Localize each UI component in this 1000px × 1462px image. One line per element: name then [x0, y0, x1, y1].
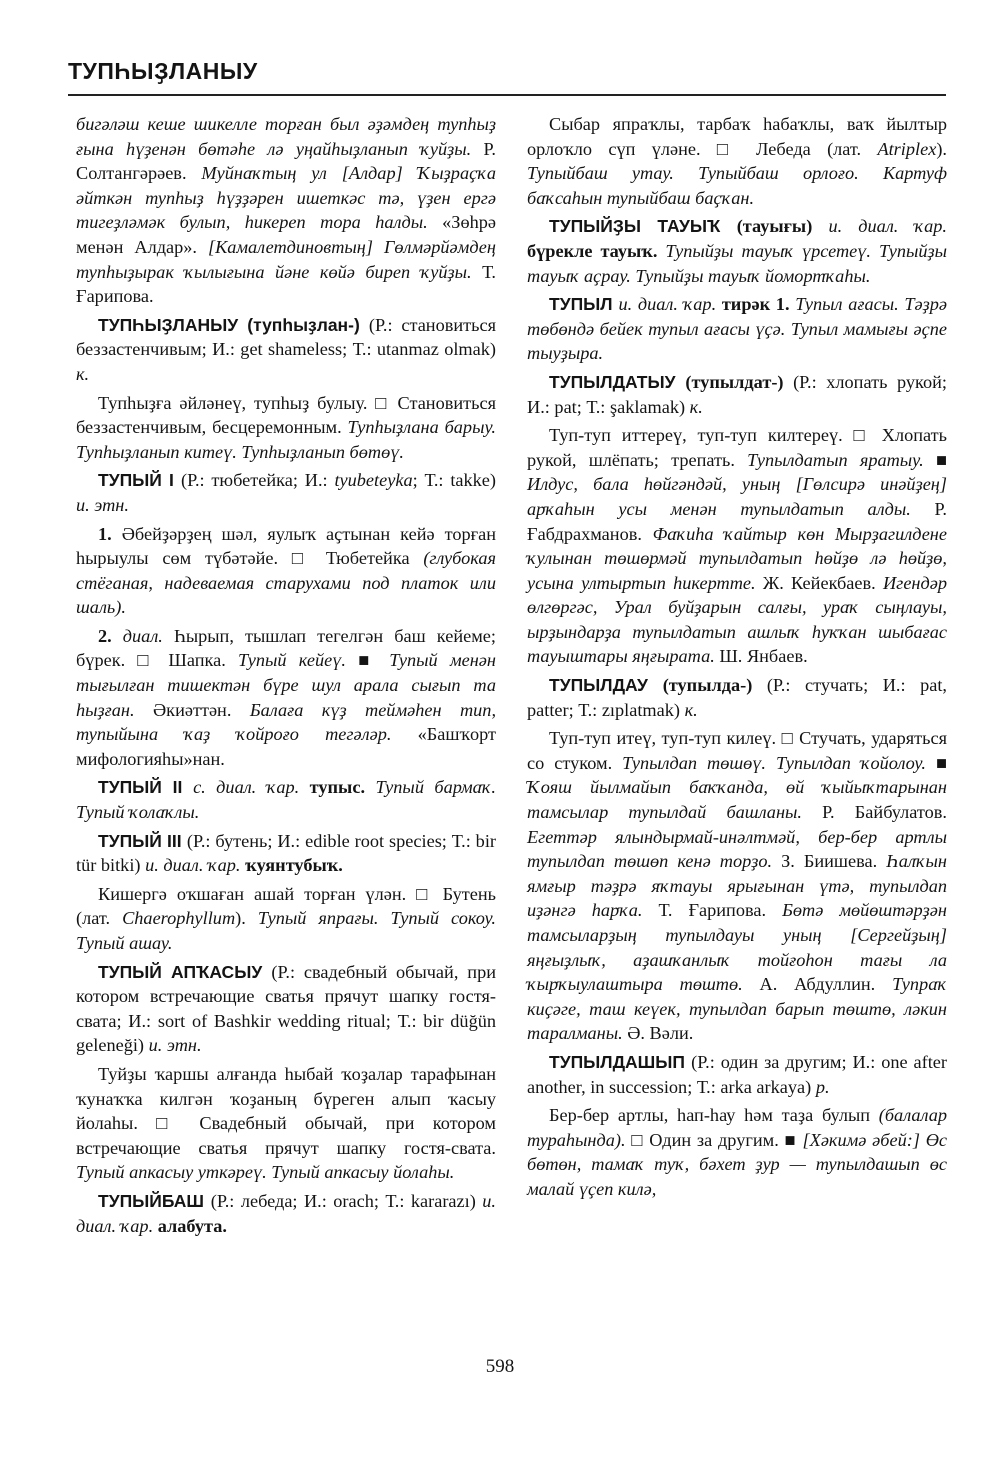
bold-text: алабута. — [157, 1215, 227, 1236]
text: Ш. Янбаев. — [719, 646, 808, 667]
italic-text: Тупыйбаш утау. Тупыйбаш орлоғо. Картуф баҡсаһын тупыйбаш баҫҡан. — [527, 163, 947, 208]
text: □ Один за другим. ■ — [631, 1129, 803, 1150]
italic-text: с. диал. ҡар. — [193, 777, 310, 798]
italic-text: Тупый япрағы. Тупый сокоу. Тупый ашау. — [76, 908, 497, 953]
entry-paragraph — [527, 726, 947, 1046]
dictionary-entry — [527, 214, 947, 288]
bold-text: ҡуянтубыҡ. — [245, 855, 343, 876]
italic-text: Chaerophyllum — [122, 908, 236, 929]
headword: ТУПЫЙ III — [98, 830, 187, 851]
text: Ж. Кейекбаев. — [762, 572, 883, 593]
text: Туп-туп иттереү, туп-туп килтереү. □ Хлопать рукой, шлёпать; трепать. — [527, 425, 947, 470]
text: З. Биишева. — [781, 851, 887, 872]
italic-text: Тупый апкасыу уткәреү. Тупый апкасыу йолаһы. — [76, 1162, 455, 1183]
entry-paragraph — [527, 1103, 947, 1201]
entry-paragraph — [76, 882, 496, 956]
entry-paragraph — [527, 112, 947, 210]
text: ; Т.: takke) — [412, 470, 497, 491]
italic-text: [Камалетдиновтың] Гөлмәрйәмдең тупһыҙырак ҡылығына йәне көйә биреп ҡуйҙы. — [76, 236, 496, 282]
italic-text: Һалҡын ямғыр тәҙрә яҡтауы ярығынан үтә, тупылдап иҙәнгә һарҡа. — [527, 851, 947, 921]
text: ■ — [935, 752, 947, 773]
italic-text: и. этн. — [76, 494, 129, 515]
italic-text: диал. — [122, 625, 174, 646]
italic-text: бигәләш кеше шикелле торған был әҙәмдең тупһыҙ ғына һүҙенән бөтәһе лә уңайһыҙланып ҡуйҙы. — [76, 114, 496, 159]
headword: ТУПЫЙ АПҠАСЫУ — [98, 961, 272, 982]
dictionary-entry — [76, 775, 496, 824]
italic-text: Ҡояш йылмайып баҡҡанда, өй ҡыйыҡтарынан тамсылар тупылдай башланы. — [527, 777, 947, 823]
text: (Р.: свадебный обычай, при котором встречающие сватья прячут шапку гостя-свата; И.: sort of Bashkir wedding ritual; Т.: bir düğün geleneği) — [76, 961, 496, 1056]
text: Ә. Вәли. — [627, 1023, 694, 1044]
text: ). — [936, 138, 947, 159]
headword: ТУПЫЛ — [549, 294, 619, 315]
headword: ТУПЫЙ II — [98, 777, 194, 798]
text: (Р.: стучать; И.: pat, patter; Т.: zıplatmak) — [527, 675, 947, 720]
text: Т. Ғарипова. — [76, 261, 496, 307]
italic-text: Тупыл ағасы. Тәҙрә төбөндә бейек тупыл ағасы үҫә. Тупыл мамығы әҫпе тыуҙыра. — [527, 294, 947, 364]
italic-text: Тупый менән тығылған тишектән бүре шул арала сығып та һыҙған. — [76, 650, 496, 720]
text: Бер-бер артлы, һап-һау һәм таҙа булып — [549, 1105, 879, 1126]
italic-text: (балалар тураһында). — [527, 1105, 947, 1150]
text: Р. Солтангәрәев. — [76, 138, 496, 184]
italic-text: Atriplex — [877, 138, 937, 159]
running-head: ТУПҺЫҘЛАНЫУ — [68, 58, 258, 84]
headword: ТУПҺЫҘЛАНЫУ (тупһыҙлан-) — [98, 314, 369, 335]
entry-paragraph — [76, 112, 496, 309]
bold-text: тирәк 1. — [721, 294, 796, 315]
dictionary-entry — [527, 673, 947, 722]
dictionary-entry — [527, 292, 947, 366]
italic-text: Тупһыҙлана барыу. Тупһыҙланып китеү. Тупһыҙланып бөтөү. — [76, 417, 496, 462]
italic-text: к. — [76, 363, 90, 384]
italic-text: и. диал. ҡар. — [76, 1190, 496, 1236]
italic-text: Тупыйҙы тауыҡ үрсетеү. Тупыйҙы тауыҡ аҫрау. Тупыйҙы тауыҡ йомортҡаһы. — [527, 240, 948, 286]
italic-text: к. — [689, 396, 703, 417]
italic-text: Балаға күҙ теймәһен тип, тупыйына ҡаҙ ҡойроғо тегәләр. — [76, 699, 497, 745]
text: (Р.: становиться беззастенчивым; И.: get shameless; Т.: utanmaz olmak) — [76, 314, 496, 360]
italic-text: р. — [815, 1076, 830, 1097]
headword: ТУПЫЙБАШ — [98, 1190, 211, 1211]
text: Һырып, тышлап тегелгән баш кейеме; бүрек. □ Шапка. — [76, 625, 496, 671]
bold-text: 2. — [98, 625, 123, 646]
italic-text: Фаҡиһа ҡайтыр көн Мырҙагилдене ҡулынан төшөрмәй тупылдатып һөйҙө лә һөйҙө, усына ултыртып һикертте. — [527, 523, 947, 593]
italic-text: (глубокая стёганая, надеваемая старухами под платок или шаль). — [76, 548, 496, 618]
header-rule — [68, 94, 946, 96]
text: «Зөһрә менән Алдар». — [76, 212, 496, 257]
text: Туп-туп итеү, туп-туп килеү. □ Стучать, ударяться со стуком. — [527, 728, 947, 773]
entry-paragraph — [76, 624, 496, 772]
headword: ТУПЫЛДАТЫУ — [549, 371, 686, 392]
entry-paragraph — [76, 391, 496, 465]
dictionary-entry — [527, 370, 947, 419]
entry-paragraph — [76, 522, 496, 620]
text: ). — [235, 908, 258, 929]
bold-text: тупыс. — [309, 777, 376, 798]
headword: ТУПЫЛДАУ — [549, 675, 663, 696]
page-number: 598 — [485, 1356, 515, 1377]
left-column — [76, 112, 496, 1242]
italic-text: Егеттәр ялындырмай-инәлтмәй, бер-бер артлы тупылдап төшөп кенә торҙо. — [527, 826, 947, 872]
text: (Р.: хлопать рукой; И.: pat; Т.: şaklamak) — [527, 371, 948, 417]
text: (Р.: лебеда; И.: orach; Т.: kararazı) — [210, 1190, 483, 1211]
italic-text: Тупый бармаҡ. Тупый ҡолаҡлы. — [76, 777, 496, 823]
italic-text: и. этн. — [148, 1035, 202, 1056]
dictionary-entry — [527, 1050, 947, 1099]
entry-paragraph — [76, 1062, 496, 1185]
italic-text: Бөтә мөйөштәрҙән тамсыларҙың тупылдауы уның [Сергейҙың] яңғыҙлыҡ, аҙашҡанлыҡ тойғоһон тағы ла ҡырҡыулаштыра төштө. — [527, 900, 947, 995]
headword: ТУПЫЙҘЫ ТАУЫҠ — [549, 216, 737, 237]
dictionary-entry — [76, 960, 496, 1058]
italic-text: Илдус, бала һөйгәндәй, уның [Гөлсирә инәйҙең] арҡаһын усы менән тупылдатып алды. — [527, 474, 947, 519]
italic-text: Игендәр өлгөргәс, Урал буйҙарын салғы, ураҡ сыңлауы, ырҙындарҙа тупылдатып ашлыҡ һуҡҡан шыбағас тауыштары яңғырата. — [527, 572, 948, 667]
text: Тупһыҙға әйләнеү, тупһыҙ булыу. □ Становиться беззастенчивым, бесцеремонным. — [76, 392, 496, 438]
text: Әбейҙәрҙең шәл, яулыҡ аҫтынан кейә торған һырыулы сөм түбәтәйе. □ Тюбетейка — [76, 523, 497, 569]
bold-text: (тупылда-) — [662, 675, 767, 696]
text: А. Абдуллин. — [759, 974, 893, 995]
italic-text: Тупраҡ киҫәге, таш кеүек, тупылдап барып төштө, ләкин таралманы. — [527, 974, 947, 1044]
bold-text: (тупылдат-) — [685, 371, 794, 392]
italic-text: [Хәкимә әбей:] Өс бөтөн, тамаҡ туҡ, бәхет ҙур — тупылдашып өс малай үҫеп килә, — [527, 1129, 948, 1199]
headword: ТУПЫЙ I — [98, 470, 181, 491]
text: Әкиәттән. — [152, 699, 250, 720]
text: ■ — [935, 449, 948, 470]
text: Р. Ғабдрахманов. — [527, 498, 947, 544]
italic-text: и. диал. ҡар. — [618, 294, 722, 315]
bold-text: 1. — [98, 523, 122, 544]
text: «Башҡорт мифологияһы»нан. — [76, 724, 496, 769]
dictionary-entry — [76, 1189, 496, 1238]
text: (Р.: тюбетейка; И.: — [180, 470, 335, 491]
text: Р. Байбулатов. — [822, 802, 947, 823]
italic-text: Тупый кейеү. — [238, 650, 359, 671]
text: Сыбар япраҡлы, тарбаҡ һабаҡлы, ваҡ йылтыр орлоҡло сүп үләне. □ Лебеда (лат. — [527, 114, 947, 159]
dictionary-entry — [76, 468, 496, 517]
italic-text: tyubeteyka — [334, 470, 413, 491]
italic-text: и. диал. ҡар. — [145, 855, 246, 876]
headword: ТУПЫЛДАШЫП — [549, 1051, 692, 1072]
text: (Р.: бутень; И.: edible root species; Т.: bir tür bitki) — [76, 830, 496, 876]
italic-text: и. диал. ҡар. — [828, 216, 947, 237]
italic-text: Тупылдап төшөү. Тупылдап ҡойолоу. — [622, 752, 936, 773]
bold-text: бүрекле тауыҡ. — [527, 240, 666, 261]
text: Т. Ғарипова. — [658, 900, 783, 921]
bold-text: (тауығы) — [736, 216, 829, 237]
dictionary-entry — [76, 313, 496, 387]
dictionary-entry — [76, 829, 496, 878]
text: Кишергә оҡшаған ашай торған үлән. □ Бутень (лат. — [76, 883, 496, 929]
italic-text: Муйнаҡтың ул [Алдар] Ҡыҙраҫҡа әйткән тупһыҙ һүҙҙәрен ишеткәс тә, үҙен ергә тигеҙләмәк булып, һикереп тора һалды. — [76, 163, 496, 233]
italic-text: к. — [684, 699, 698, 720]
entry-paragraph — [527, 423, 947, 669]
italic-text: Тупылдатып яратыу. — [747, 449, 936, 470]
text: (Р.: один за другим; И.: one after another, in succession; Т.: arka arkaya) — [527, 1051, 947, 1097]
text: Туйҙы ҡаршы алғанда һыбай ҡоҙалар тарафынан ҡунаҡҡа килгән ҡоҙаның бүреген алып ҡасыу йолаһы. □ Свадебный обычай, при котором встречающие сватья прячут шапку гостя-свата. — [76, 1063, 496, 1158]
text: ■ — [358, 650, 390, 671]
right-column — [527, 112, 947, 1206]
